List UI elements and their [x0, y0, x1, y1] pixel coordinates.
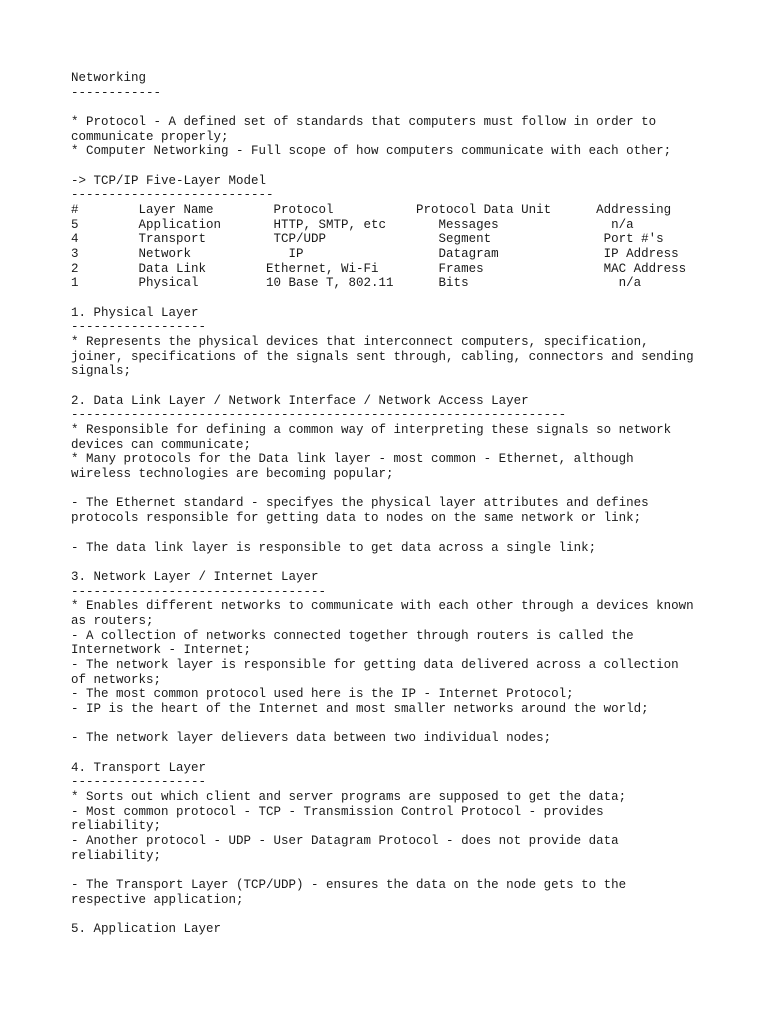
text-line: -> TCP/IP Five-Layer Model	[71, 173, 267, 188]
text-line: - The most common protocol used here is the IP - Internet Protocol;	[71, 687, 574, 702]
text-line: - IP is the heart of the Internet and most smaller networks around the world;	[71, 701, 649, 716]
text-line	[71, 526, 761, 541]
text-line: 5 Application HTTP, SMTP, etc Messages n/a	[71, 217, 634, 232]
text-line	[71, 555, 761, 570]
text-line: - The data link layer is responsible to get data across a single link;	[71, 540, 597, 555]
text-line	[71, 379, 761, 394]
text-line	[71, 907, 761, 922]
text-line: # Layer Name Protocol Protocol Data Unit Addressing	[71, 203, 672, 218]
text-line: * Computer Networking - Full scope of how computers communicate with each other;	[71, 144, 672, 159]
text-line: * Sorts out which client and server programs are supposed to get the data;	[71, 789, 627, 804]
text-line	[71, 717, 761, 732]
text-line: - The network layer delievers data between two individual nodes;	[71, 731, 552, 746]
text-line: * Many protocols for the Data link layer - most common - Ethernet, although	[71, 452, 634, 467]
text-line: 3. Network Layer / Internet Layer	[71, 569, 319, 584]
text-line: * Enables different networks to communicate with each other through a devices known	[71, 599, 694, 614]
text-line: wireless technologies are becoming popular;	[71, 467, 394, 482]
text-line: * Protocol - A defined set of standards that computers must follow in order to	[71, 115, 657, 130]
text-line: signals;	[71, 364, 132, 379]
text-line: reliability;	[71, 819, 162, 834]
text-line	[71, 291, 761, 306]
text-line	[71, 159, 761, 174]
text-line: 2 Data Link Ethernet, Wi-Fi Frames MAC Address	[71, 261, 687, 276]
text-line: respective application;	[71, 892, 244, 907]
text-line: ------------------	[71, 320, 207, 335]
text-line: 4 Transport TCP/UDP Segment Port #'s	[71, 232, 664, 247]
text-line: 4. Transport Layer	[71, 760, 207, 775]
text-line: communicate properly;	[71, 129, 229, 144]
text-line: ------------------------------------------------------------------	[71, 408, 567, 423]
text-line: protocols responsible for getting data to nodes on the same network or link;	[71, 511, 642, 526]
text-line: 2. Data Link Layer / Network Interface / Network Access Layer	[71, 393, 529, 408]
text-line: Internetwork - Internet;	[71, 643, 252, 658]
text-line: ---------------------------	[71, 188, 274, 203]
text-line: - A collection of networks connected together through routers is called the	[71, 628, 634, 643]
text-line: - The Transport Layer (TCP/UDP) - ensures the data on the node gets to the	[71, 877, 627, 892]
text-line: as routers;	[71, 613, 154, 628]
document-page	[71, 71, 761, 937]
text-line: * Represents the physical devices that interconnect computers, specification,	[71, 335, 649, 350]
text-line	[71, 482, 761, 497]
text-line: * Responsible for defining a common way of interpreting these signals so network	[71, 423, 672, 438]
text-line: - Most common protocol - TCP - Transmission Control Protocol - provides	[71, 804, 604, 819]
text-line	[71, 100, 761, 115]
text-line: - Another protocol - UDP - User Datagram Protocol - does not provide data	[71, 833, 619, 848]
text-line: joiner, specifications of the signals sent through, cabling, connectors and sending	[71, 349, 694, 364]
text-line: - The network layer is responsible for getting data delivered across a collection	[71, 657, 679, 672]
text-line: devices can communicate;	[71, 437, 252, 452]
text-line: reliability;	[71, 848, 162, 863]
text-line: - The Ethernet standard - specifyes the physical layer attributes and defines	[71, 496, 649, 511]
text-line	[71, 746, 761, 761]
text-line: ------------------	[71, 775, 207, 790]
text-line: 5. Application Layer	[71, 921, 222, 936]
text-line: ------------	[71, 85, 162, 100]
text-line	[71, 863, 761, 878]
text-line: 1 Physical 10 Base T, 802.11 Bits n/a	[71, 276, 642, 291]
text-line: Networking	[71, 71, 147, 85]
text-line: ----------------------------------	[71, 584, 327, 599]
text-line: of networks;	[71, 672, 162, 687]
text-line: 3 Network IP Datagram IP Address	[71, 247, 679, 262]
text-line: 1. Physical Layer	[71, 305, 199, 320]
